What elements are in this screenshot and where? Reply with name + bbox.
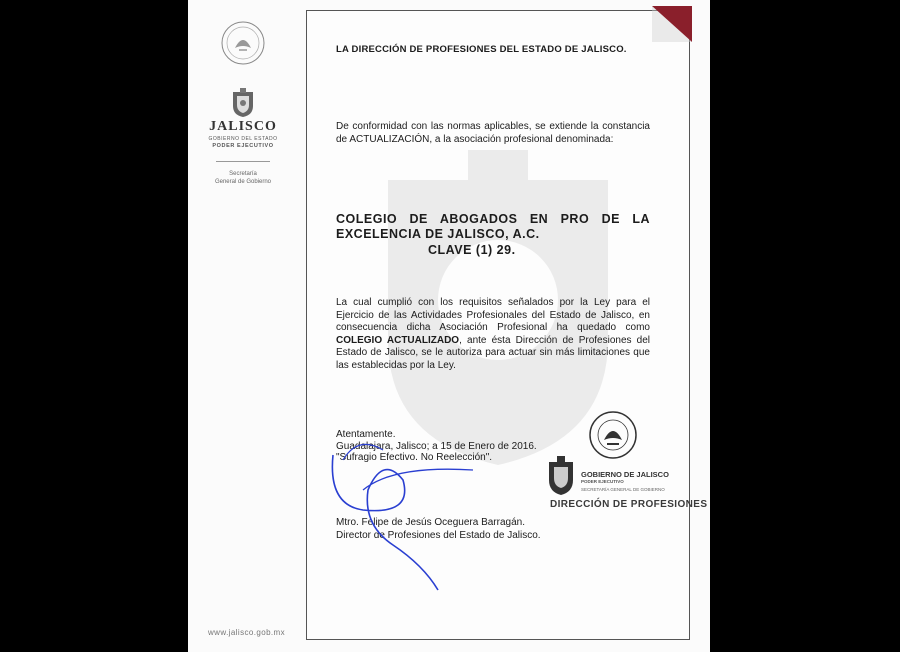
stamp-gobierno: GOBIERNO DE JALISCO [581,470,669,479]
closing-place-date: Guadalajara, Jalisco; a 15 de Enero de 2016. [336,440,537,452]
handwritten-signature [323,395,473,595]
association-clave: CLAVE (1) 29. [428,243,516,257]
secretaria-label [188,170,298,186]
secretaria-line2: General de Gobierno [214,179,272,185]
closing-atentamente: Atentamente. [336,429,396,440]
logo-subtitle-gobierno: GOBIERNO DEL ESTADO [208,136,278,142]
body-text-part1: La cual cumplió con los requisitos señalados por la Ley para el Ejercicio de las Actividades Profesionales del Estado de Jalisco, en consecuencia dicha Asociación Profesional ha quedado como [336,297,650,333]
mexico-seal-icon [220,20,266,66]
jalisco-logo-text: JALISCO [209,119,277,134]
body-paragraph [336,297,650,372]
corner-fold-icon [652,6,692,42]
jalisco-crest-icon [230,88,256,118]
logo-subtitle-poder: PODER EJECUTIVO [212,143,274,149]
stamp-secretaria: SECRETARÍA GENERAL DE GOBIERNO [581,487,665,492]
closing-motto: "Sufragio Efectivo. No Reelección". [336,452,493,463]
website-url: www.jalisco.gob.mx [208,628,286,637]
signer-name: Mtro. Felipe de Jesús Oceguera Barragán. [336,517,525,528]
secretaria-line1: Secretaría [229,171,257,177]
document-heading: LA DIRECCIÓN DE PROFESIONES DEL ESTADO DE JALISCO. [336,44,627,55]
sidebar-divider [216,161,270,162]
stamp-crest-icon [546,456,576,496]
intro-paragraph: De conformidad con las normas aplicables, se extiende la constancia de ACTUALIZACIÓN, a la asociación profesional denominada: [336,121,650,145]
signer-title: Director de Profesiones del Estado de Jalisco. [336,529,541,541]
letterhead-sidebar [188,0,298,652]
document-page [188,0,710,652]
stamp-direccion: DIRECCIÓN DE PROFESIONES [550,499,708,510]
stamp-poder: PODER EJECUTIVO [581,479,624,484]
association-name: COLEGIO DE ABOGADOS EN PRO DE LA EXCELENCIA DE JALISCO, A.C. [336,212,650,241]
body-text-bold: COLEGIO ACTUALIZADO [336,334,460,346]
official-seal-icon [588,410,638,460]
body-text-part2: , ante ésta Dirección de Profesiones del Estado de Jalisco, se le autoriza para actuar sin más limitaciones que las establecidas por la Ley. [336,334,650,371]
